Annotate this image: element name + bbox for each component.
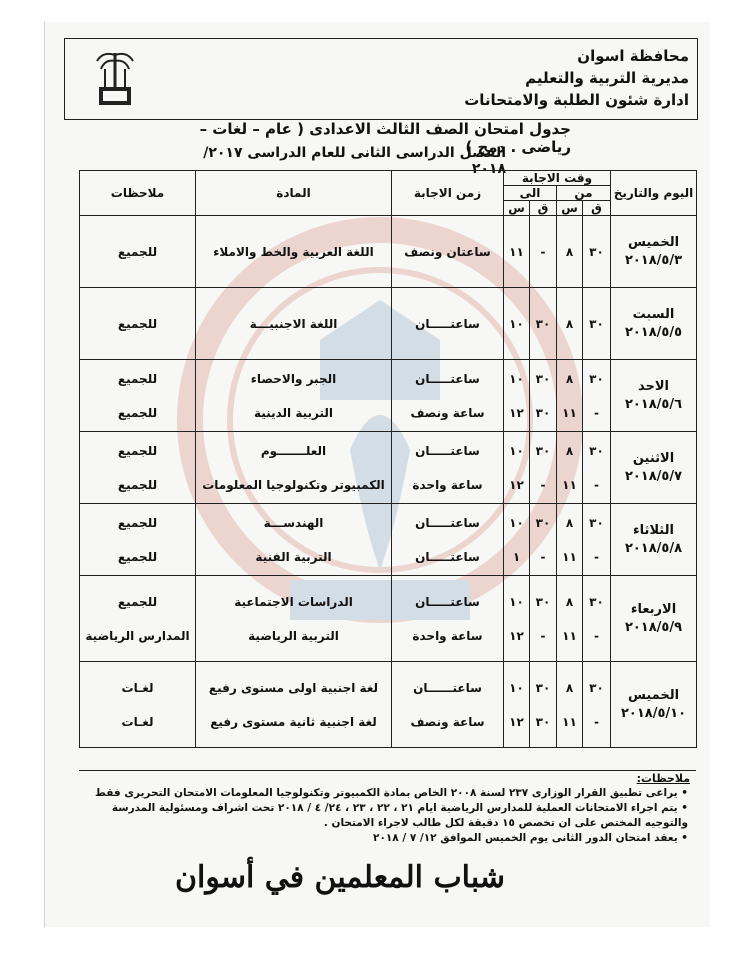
page-subtitle: الفصل الدراسى الثانى للعام الدراسى ٢٠١٧/ ٢٠١٨ — [203, 145, 506, 177]
from-hour-value: ٨ — [565, 371, 574, 386]
day-date-cell — [611, 432, 697, 504]
from-minute-value: ٣٠ — [589, 371, 604, 386]
from-minute-value: ٣٠ — [589, 244, 604, 259]
note-cell — [80, 288, 196, 360]
from-hour-value: ٨ — [565, 443, 574, 458]
header-duration: زمن الاجابة — [392, 171, 504, 216]
exam-schedule-table — [79, 170, 697, 748]
exam-date: ٢٠١٨/٥/٨ — [624, 540, 683, 556]
duration-value: ساعتان ونصف — [404, 244, 491, 259]
note-item: • يتم اجراء الامتحانات العملية للمدارس الرياضية ايام ٢١ ، ٢٢ ، ٢٣ ، ٢٤/ ٤ / ٢٠١٨ تحت اشراف ومسئولية المدرسة والتوجيه المختص على ان تخصص ١٥ دقيقة لكل طالب لاجراء الامتحان . — [111, 802, 688, 829]
to-minute-value: ٣٠ — [535, 515, 551, 530]
day-date-cell — [611, 360, 697, 432]
duration-value: ساعتـــــان — [415, 316, 480, 331]
to-hour-value: ١٢ — [509, 405, 524, 420]
to-hour-value: ١٠ — [509, 594, 524, 609]
duration-value: ساعتـــــان — [415, 515, 480, 530]
subject-cell — [196, 662, 392, 748]
duration-value: ساعة ونصف — [410, 405, 485, 420]
to-minute-cell — [530, 662, 557, 748]
to-hour-value: ١١ — [509, 244, 524, 259]
duration-cell — [392, 576, 504, 662]
from-hour-value: ٨ — [565, 244, 574, 259]
from-hour-cell — [557, 360, 583, 432]
day-name: الاربعاء — [630, 601, 677, 617]
subject-cell — [196, 360, 392, 432]
note-value: للجميع — [117, 477, 158, 492]
subject-value: اللغة الاجنبيـــة — [249, 316, 338, 331]
to-minute-value: - — [540, 628, 546, 643]
duration-value: ساعة واحدة — [412, 628, 483, 643]
table-row — [80, 432, 697, 504]
header-box — [64, 38, 698, 120]
subject-cell — [196, 288, 392, 360]
notes-section — [79, 770, 696, 857]
note-cell — [80, 504, 196, 576]
to-minute-value: - — [540, 244, 546, 259]
header-answer-time: وقت الاجابة — [504, 171, 611, 186]
table-row — [80, 504, 697, 576]
to-hour-cell — [504, 288, 530, 360]
to-minute-value: - — [540, 477, 546, 492]
note-value: للجميع — [117, 405, 158, 420]
from-minute-cell — [583, 662, 611, 748]
duration-cell — [392, 432, 504, 504]
from-hour-cell — [557, 216, 583, 288]
duration-cell — [392, 360, 504, 432]
note-value: لغـات — [121, 680, 154, 695]
table-row — [80, 576, 697, 662]
from-minute-value: - — [594, 628, 599, 643]
note-item: • يعقد امتحان الدور الثانى يوم الخميس الموافق ١٢/ ٧ / ٢٠١٨ — [373, 832, 688, 844]
header-day-date: اليوم والتاريخ — [611, 171, 697, 216]
from-hour-value: ٨ — [565, 594, 574, 609]
to-minute-cell — [530, 216, 557, 288]
note-cell — [80, 576, 196, 662]
note-cell — [80, 432, 196, 504]
day-date-cell — [611, 504, 697, 576]
to-hour-value: ١٢ — [509, 628, 524, 643]
note-value: للجميع — [117, 244, 158, 259]
to-minute-cell — [530, 504, 557, 576]
header-subject: المادة — [196, 171, 392, 216]
header-from: من — [557, 186, 611, 201]
duration-cell — [392, 288, 504, 360]
day-name: الاثنين — [632, 450, 675, 466]
duration-value: ساعتـــــان — [415, 549, 480, 564]
from-hour-value: ١١ — [562, 405, 577, 420]
from-minute-value: ٣٠ — [589, 443, 604, 458]
from-hour-cell — [557, 576, 583, 662]
subject-value: لغة اجنبية ثانية مستوى رفيع — [210, 714, 377, 729]
to-hour-cell — [504, 504, 530, 576]
day-date-cell — [611, 216, 697, 288]
from-hour-cell — [557, 662, 583, 748]
from-minute-cell — [583, 360, 611, 432]
subject-value: الكمبيوتر وتكنولوجيا المعلومات — [202, 477, 385, 492]
to-minute-cell — [530, 288, 557, 360]
header-to-hour: س — [504, 201, 530, 216]
subject-cell — [196, 216, 392, 288]
from-minute-cell — [583, 216, 611, 288]
day-name: الاحد — [637, 378, 669, 394]
note-value: للجميع — [117, 549, 158, 564]
duration-value: ساعتــــــان — [413, 680, 482, 695]
note-cell — [80, 216, 196, 288]
header-from-minute: ق — [583, 201, 611, 216]
day-name: السبت — [632, 306, 675, 322]
day-name: الخميس — [627, 687, 680, 703]
to-hour-value: ١٢ — [509, 714, 524, 729]
to-minute-cell — [530, 576, 557, 662]
to-minute-value: ٣٠ — [535, 371, 551, 386]
subject-value: الدراسات الاجتماعية — [234, 594, 353, 609]
day-name: الثلاثاء — [633, 522, 674, 538]
table-row — [80, 216, 697, 288]
subject-value: العلـــــــوم — [260, 443, 327, 458]
governorate: محافظة اسوان — [577, 47, 689, 65]
page-title: جدول امتحان الصف الثالث الاعدادى ( عام – لغات – رياضى . دمج ) — [199, 120, 571, 156]
note-value: للجميع — [117, 316, 158, 331]
from-minute-cell — [583, 576, 611, 662]
day-name: الخميس — [627, 234, 680, 250]
subject-value: الجبر والاحصاء — [250, 371, 337, 386]
to-hour-cell — [504, 216, 530, 288]
from-hour-cell — [557, 504, 583, 576]
table-row — [80, 288, 697, 360]
note-value: للجميع — [117, 443, 158, 458]
notes-label: ملاحظات: — [636, 772, 690, 785]
note-value: للجميع — [117, 594, 158, 609]
to-hour-value: ١٢ — [509, 477, 524, 492]
to-hour-value: ١٠ — [509, 443, 524, 458]
note-item: • يراعى تطبيق القرار الوزارى ٢٣٧ لسنة ٢٠٠٨ الخاص بمادة الكمبيوتر وتكنولوجيا المعلومات الامتحان التحريرى فقط — [94, 787, 688, 799]
to-minute-value: ٣٠ — [535, 594, 551, 609]
duration-value: ساعة واحدة — [412, 477, 483, 492]
table-row — [80, 662, 697, 748]
to-hour-value: ١٠ — [509, 371, 524, 386]
to-minute-cell — [530, 432, 557, 504]
subject-cell — [196, 576, 392, 662]
header-to: الى — [504, 186, 557, 201]
department: ادارة شئون الطلبة والامتحانات — [464, 91, 689, 109]
duration-value: ساعتـــــان — [415, 594, 480, 609]
duration-cell — [392, 216, 504, 288]
from-minute-value: ٣٠ — [589, 515, 604, 530]
to-hour-cell — [504, 576, 530, 662]
subject-value: التربية الفنية — [255, 549, 332, 564]
duration-cell — [392, 662, 504, 748]
to-minute-value: ٣٠ — [535, 405, 551, 420]
day-date-cell — [611, 288, 697, 360]
to-minute-value: ٣٠ — [535, 680, 551, 695]
exam-date: ٢٠١٨/٥/٧ — [624, 468, 683, 484]
duration-value: ساعتـــــان — [415, 371, 480, 386]
to-minute-cell — [530, 360, 557, 432]
exam-date: ٢٠١٨/٥/٩ — [624, 619, 683, 635]
subject-value: لغة اجنبية اولى مستوى رفيع — [208, 680, 379, 695]
footer-caption: شباب المعلمين في أسوان — [174, 860, 506, 895]
day-date-cell — [611, 576, 697, 662]
from-hour-value: ٨ — [565, 680, 574, 695]
to-hour-cell — [504, 432, 530, 504]
subject-value: التربية الدينية — [254, 405, 333, 420]
directorate: مديرية التربية والتعليم — [525, 69, 689, 87]
exam-date: ٢٠١٨/٥/٥ — [624, 324, 683, 340]
from-hour-value: ١١ — [562, 628, 577, 643]
from-hour-cell — [557, 432, 583, 504]
to-hour-value: ١ — [512, 549, 521, 564]
duration-value: ساعة ونصف — [410, 714, 485, 729]
from-hour-value: ٨ — [565, 515, 574, 530]
from-minute-cell — [583, 432, 611, 504]
header-to-minute: ق — [530, 201, 557, 216]
from-minute-value: ٣٠ — [589, 680, 604, 695]
day-date-cell — [611, 662, 697, 748]
note-cell — [80, 662, 196, 748]
to-hour-value: ١٠ — [509, 316, 524, 331]
note-value: للجميع — [117, 371, 158, 386]
to-minute-value: ٣٠ — [535, 714, 551, 729]
exam-date: ٢٠١٨/٥/٣ — [624, 252, 683, 268]
note-value: لغـات — [121, 714, 154, 729]
exam-date: ٢٠١٨/٥/١٠ — [620, 705, 687, 721]
from-minute-cell — [583, 288, 611, 360]
to-minute-value: ٣٠ — [535, 443, 551, 458]
to-hour-value: ١٠ — [509, 515, 524, 530]
ministry-logo-icon — [93, 47, 137, 109]
from-minute-value: - — [594, 477, 599, 492]
from-hour-cell — [557, 288, 583, 360]
to-hour-cell — [504, 662, 530, 748]
from-hour-value: ١١ — [562, 549, 577, 564]
to-hour-cell — [504, 360, 530, 432]
subject-cell — [196, 432, 392, 504]
header-text — [464, 45, 689, 111]
subject-value: اللغة العربية والخط والاملاء — [213, 244, 374, 259]
header-from-hour: س — [557, 201, 583, 216]
from-minute-value: ٣٠ — [589, 594, 604, 609]
duration-value: ساعتـــــان — [415, 443, 480, 458]
duration-cell — [392, 504, 504, 576]
from-minute-value: - — [594, 405, 599, 420]
table-row — [80, 360, 697, 432]
subject-cell — [196, 504, 392, 576]
from-minute-value: - — [594, 549, 599, 564]
from-minute-value: ٣٠ — [589, 316, 604, 331]
from-hour-value: ١١ — [562, 477, 577, 492]
from-hour-value: ٨ — [565, 316, 574, 331]
header-notes: ملاحظات — [80, 171, 196, 216]
from-minute-cell — [583, 504, 611, 576]
to-hour-value: ١٠ — [509, 680, 524, 695]
to-minute-value: ٣٠ — [535, 316, 551, 331]
exam-date: ٢٠١٨/٥/٦ — [624, 396, 683, 412]
note-value: للجميع — [117, 515, 158, 530]
to-minute-value: - — [540, 549, 546, 564]
note-cell — [80, 360, 196, 432]
subject-value: الهندســـة — [263, 515, 324, 530]
from-hour-value: ١١ — [562, 714, 577, 729]
subject-value: التربية الرياضية — [248, 628, 339, 643]
from-minute-value: - — [594, 714, 599, 729]
note-value: المدارس الرياضية — [85, 628, 190, 643]
